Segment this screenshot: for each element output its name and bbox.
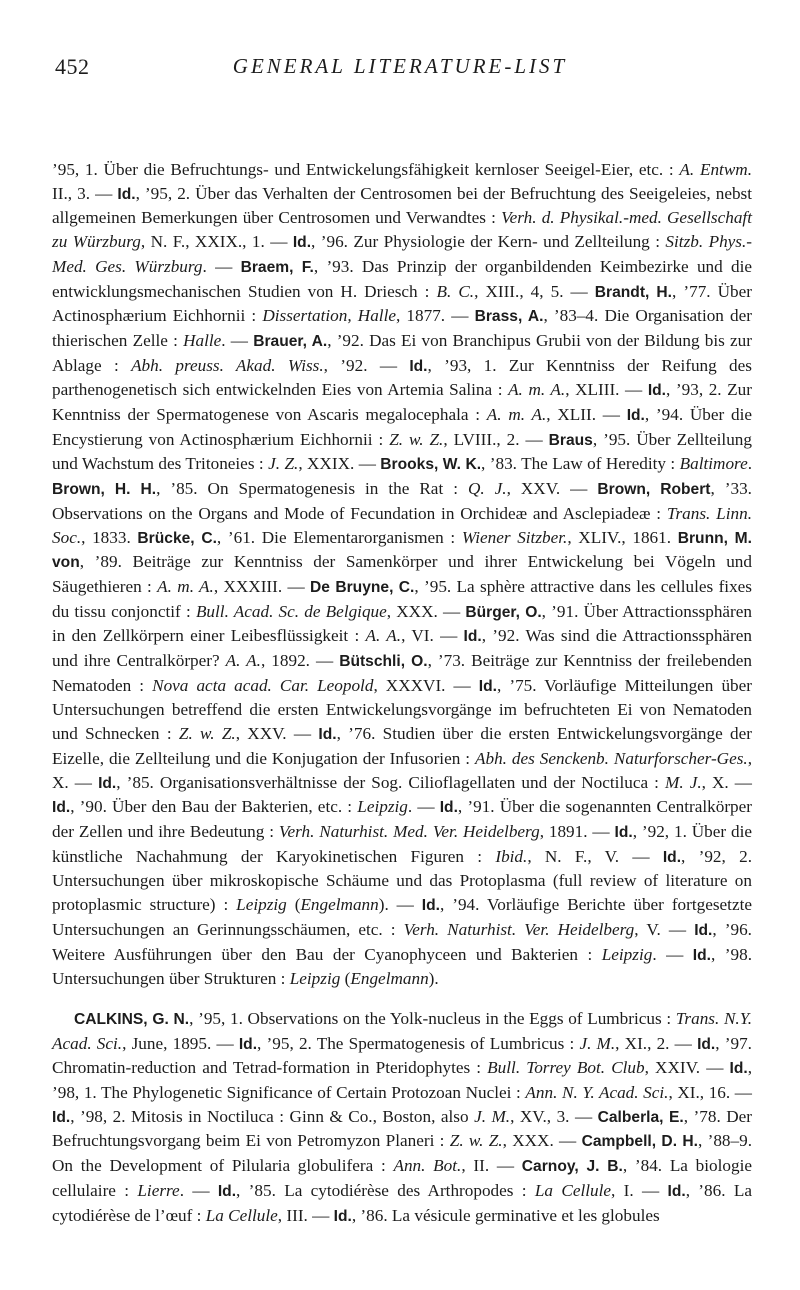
page-header [55,52,745,86]
running-title: GENERAL LITERATURE-LIST [232,54,568,78]
bibliography-entry-butschli: ’95, 1. Über die Befruchtungs- und Entwickelungsfähigkeit kernloser Seeigel-Eier, etc. : A. Entwm. II., 3. — Id., ’95, 2. Über das Verhalten der Centrosomen bei der Befruchtung des Seeigeleies, nebst allgemeinen Bemerkungen über Centrosomen und Verwandtes : Verh. d. Physikal.-med. Gesellschaft zu Würzburg, N. F., XXIX., 1. — Id., ’96. Zur Physiologie der Kern- und Zellteilung : Sitzb. Phys.-Med. Ges. Würzburg. — Braem, F., ’93. Das Prinzip der organbildenden Keimbezirke und die entwicklungsmechanischen Studien von H. Driesch : B. C., XIII., 4, 5. — Brandt, H., ’77. Über Actinosphærium Eichhornii : Dissertation, Halle, 1877. — Brass, A., ’83–4. Die Organisation der thierischen Zelle : Halle. — Brauer, A., ’92. Das Ei von Branchipus Grubii von der Bildung bis zur Ablage : Abh. preuss. Akad. Wiss., ’92. — Id., ’93, 1. Zur Kenntniss der Reifung des parthenogenetisch sich entwickelnden Eies von Artemia Salina : A. m. A., XLIII. — Id., ’93, 2. Zur Kenntniss der Spermatogenese von Ascaris megalocephala : A. m. A., XLII. — Id., ’94. Über die Encystierung von Actinosphærium Eichhornii : Z. w. Z., LVIII., 2. — Braus, ’95. Über Zellteilung und Wachstum des Tritoneies : J. Z., XXIX. — Brooks, W. K., ’83. The Law of Heredity : Baltimore. Brown, H. H., ’85. On Spermatogenesis in the Rat : Q. J., XXV. — Brown, Robert, ’33. Observations on the Organs and Mode of Fecundation in Orchideæ and Asclepiadeæ : Trans. Linn. Soc., 1833. Brücke, C., ’61. Die Elementarorganismen : Wiener Sitzber., XLIV., 1861. Brunn, M. von, ’89. Beiträge zur Kenntniss der Samenkörper und ihrer Entwickelung bei Vögeln und Säugethieren : A. m. A., XXXIII. — De Bruyne, C., ’95. La sphère attractive dans les cellules fixes du tissu conjonctif : Bull. Acad. Sc. de Belgique, XXX. — Bürger, O., ’91. Über Attractionssphären in den Zellkörpern einer Leibesflüssigkeit : A. A., VI. — Id., ’92. Was sind die Attractionssphären und ihre Centralkörper? A. A., 1892. — Bütschli, O., ’73. Beiträge zur Kenntniss der freilebenden Nematoden : Nova acta acad. Car. Leopold, XXXVI. — Id., ’75. Vorläufige Mitteilungen über Untersuchungen betreffend die ersten Entwickelungsvorgänge im befruchteten Ei von Nematoden und Schnecken : Z. w. Z., XXV. — Id., ’76. Studien über die ersten Entwickelungsvorgänge der Eizelle, die Zellteilung und die Konjugation der Infusorien : Abh. des Senckenb. Naturforscher-Ges., X. — Id., ’85. Organisationsverhältnisse der Sog. Cilioflagellaten und der Noctiluca : M. J., X. — Id., ’90. Über den Bau der Bakterien, etc. : Leipzig. — Id., ’91. Über die sogenannten Centralkörper der Zellen und ihre Bedeutung : Verh. Naturhist. Med. Ver. Heidelberg, 1891. — Id., ’92, 1. Über die künstliche Nachahmung der Karyokinetischen Figuren : Ibid., N. F., V. — Id., ’92, 2. Untersuchungen über mikroskopische Schäume und das Protoplasma (full review of literature on protoplasmic structure) : Leipzig (Engelmann). — Id., ’94. Vorläufige Berichte über fortgesetzte Untersuchungen an Gerinnungsschäumen, etc. : Verh. Naturhist. Ver. Heidelberg, V. — Id., ’96. Weitere Ausführungen über den Bau der Cyanophyceen und Bakterien : Leipzig. — Id., ’98. Untersuchungen über Strukturen : Leipzig (Engelmann). [52,160,753,989]
page-number: 452 [55,54,90,79]
bibliography-text [52,158,752,1228]
bibliography-entry-calkins: CALKINS, G. N., ’95, 1. Observations on the Yolk-nucleus in the Eggs of Lumbricus : Trans. N.Y. Acad. Sci., June, 1895. — Id., ’95, 2. The Spermatogenesis of Lumbricus : J. M., XI., 2. — Id., ’97. Chromatin-reduction and Tetrad-formation in Pteridophytes : Bull. Torrey Bot. Club, XXIV. — Id., ’98, 1. The Phylogenetic Significance of Certain Protozoan Nuclei : Ann. N. Y. Acad. Sci., XI., 16. — Id., ’98, 2. Mitosis in Noctiluca : Ginn & Co., Boston, also J. M., XV., 3. — Calberla, E., ’78. Der Befruchtungsvorgang beim Ei von Petromyzon Planeri : Z. w. Z., XXX. — Campbell, D. H., ’88–9. On the Development of Pilularia globulifera : Ann. Bot., II. — Carnoy, J. B., ’84. La biologie cellulaire : Lierre. — Id., ’85. La cytodiérèse des Arthropodes : La Cellule, I. — Id., ’86. La cytodiérèse de l’œuf : La Cellule, III. — Id., ’86. La vésicule germinative et les globules [52,1008,753,1225]
